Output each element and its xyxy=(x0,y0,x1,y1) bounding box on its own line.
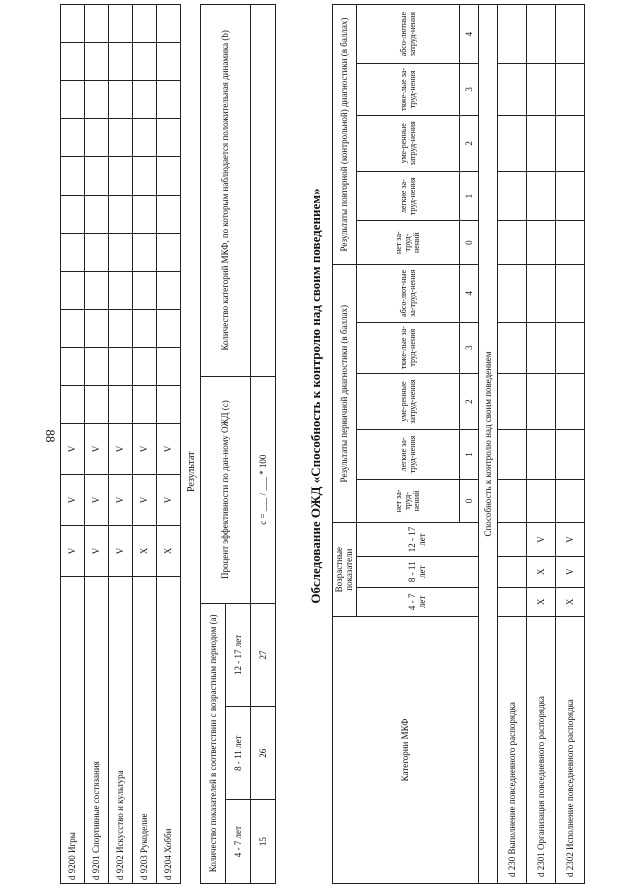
blank-cell xyxy=(526,115,555,172)
mark-cell: V xyxy=(61,424,85,475)
blank-cell xyxy=(497,322,526,373)
mark-cell: V xyxy=(157,475,181,526)
blank-cell xyxy=(157,81,181,119)
mark-cell: X xyxy=(526,556,555,587)
category-name: d 9201 Спортивные состязания xyxy=(85,577,109,884)
mark-cell: V xyxy=(85,526,109,577)
category-name: d 9204 Хобби xyxy=(157,577,181,884)
repeat-header: Результаты повторной (контрольной) диагностики (в баллах) xyxy=(333,5,357,265)
category-name: d 2302 Исполнение повседневного распорядка xyxy=(555,617,584,884)
blank-cell xyxy=(133,271,157,309)
blank-cell xyxy=(61,385,85,423)
blank-cell xyxy=(497,115,526,172)
result-table xyxy=(200,4,276,884)
level-header: уме-ренные затруд-нения xyxy=(356,115,459,172)
mark-cell: V xyxy=(61,475,85,526)
blank-cell xyxy=(555,115,584,172)
blank-cell xyxy=(157,5,181,43)
blank-cell xyxy=(61,81,85,119)
blank-cell xyxy=(109,195,133,233)
blank-cell xyxy=(251,5,276,377)
blank-cell xyxy=(109,81,133,119)
blank-cell xyxy=(85,347,109,385)
blank-cell xyxy=(85,43,109,81)
mark-cell: X xyxy=(157,526,181,577)
blank-cell xyxy=(157,195,181,233)
category-name: d 9203 Рукоделие xyxy=(133,577,157,884)
score-cell: 2 xyxy=(459,115,478,172)
mark-cell: V xyxy=(109,424,133,475)
count-header: Количество показателей в соответствии с возрастным периодом (a) xyxy=(201,603,226,883)
blank-cell xyxy=(555,265,584,322)
blank-cell xyxy=(109,385,133,423)
blank-cell xyxy=(497,373,526,430)
mark-cell: V xyxy=(85,424,109,475)
mark-cell: V xyxy=(109,475,133,526)
mark-cell: V xyxy=(133,424,157,475)
count-value: 26 xyxy=(251,707,276,800)
table-row xyxy=(109,5,133,884)
table-row xyxy=(201,5,226,884)
level-header: тяже-лые за-труд-нения xyxy=(356,64,459,115)
table-row xyxy=(333,5,357,884)
blank-cell xyxy=(133,347,157,385)
blank-cell xyxy=(133,157,157,195)
percent-header: Процент эффективности по дан-ному ОЖД (c) xyxy=(201,376,251,603)
blank-cell xyxy=(497,172,526,221)
mark-cell xyxy=(497,556,526,587)
blank-cell xyxy=(555,322,584,373)
mark-cell: V xyxy=(109,526,133,577)
blank-cell xyxy=(109,347,133,385)
blank-cell xyxy=(157,43,181,81)
blank-cell xyxy=(85,157,109,195)
table-row xyxy=(555,5,584,884)
blank-cell xyxy=(497,265,526,322)
mark-cell: V xyxy=(157,424,181,475)
blank-cell xyxy=(526,265,555,322)
category-name: d 9202 Искусство и культура xyxy=(109,577,133,884)
blank-cell xyxy=(85,81,109,119)
mark-cell: V xyxy=(61,526,85,577)
category-name: d 9200 Игры xyxy=(61,577,85,884)
score-cell: 1 xyxy=(459,172,478,221)
blank-cell xyxy=(61,309,85,347)
blank-cell xyxy=(133,43,157,81)
blank-cell xyxy=(497,430,526,479)
mark-cell: X xyxy=(555,587,584,616)
blank-cell xyxy=(157,309,181,347)
blank-cell xyxy=(555,221,584,265)
level-header: уме-ренные затруд-нения xyxy=(356,373,459,430)
blank-cell xyxy=(109,309,133,347)
blank-cell xyxy=(497,221,526,265)
blank-cell xyxy=(61,271,85,309)
table-row xyxy=(251,5,276,884)
blank-cell xyxy=(133,119,157,157)
score-cell: 0 xyxy=(459,221,478,265)
blank-cell xyxy=(85,233,109,271)
blank-cell xyxy=(157,233,181,271)
blank-cell xyxy=(526,5,555,64)
blank-cell xyxy=(109,119,133,157)
blank-cell xyxy=(85,271,109,309)
blank-cell xyxy=(133,309,157,347)
category-header: Категории МКФ xyxy=(333,617,479,884)
level-header: тяже-лые за-труд-нения xyxy=(356,322,459,373)
blank-cell xyxy=(109,233,133,271)
age-header: Возрастные показатели xyxy=(333,523,357,617)
survey-table xyxy=(332,4,585,884)
blank-cell xyxy=(85,195,109,233)
age-group-header: 8 - 11 лет xyxy=(226,707,251,800)
blank-cell xyxy=(85,309,109,347)
blank-cell xyxy=(133,233,157,271)
blank-cell xyxy=(133,5,157,43)
blank-cell xyxy=(555,373,584,430)
mark-cell: X xyxy=(133,526,157,577)
table-row xyxy=(157,5,181,884)
blank-cell xyxy=(61,5,85,43)
category-name: d 230 Выполнение повседневного распорядка xyxy=(497,617,526,884)
score-cell: 4 xyxy=(459,5,478,64)
blank-cell xyxy=(109,157,133,195)
table-row xyxy=(133,5,157,884)
score-cell: 0 xyxy=(459,479,478,523)
group-row: Способность к контролю над своим поведением xyxy=(478,5,497,884)
blank-cell xyxy=(61,43,85,81)
blank-cell xyxy=(61,233,85,271)
level-header: абсо-лютные затруд-нения xyxy=(356,5,459,64)
blank-cell xyxy=(497,64,526,115)
blank-cell xyxy=(133,195,157,233)
blank-cell xyxy=(157,157,181,195)
blank-cell xyxy=(61,157,85,195)
blank-cell xyxy=(157,119,181,157)
category-name: d 2301 Организация повседневного распорядка xyxy=(526,617,555,884)
count-value: 15 xyxy=(251,800,276,884)
score-cell: 1 xyxy=(459,430,478,479)
mark-cell: V xyxy=(555,523,584,556)
blank-cell xyxy=(555,430,584,479)
blank-cell xyxy=(109,43,133,81)
mark-cell xyxy=(497,523,526,556)
level-header: легкие за-труд-нения xyxy=(356,430,459,479)
blank-cell xyxy=(61,119,85,157)
score-cell: 3 xyxy=(459,322,478,373)
score-cell: 3 xyxy=(459,64,478,115)
blank-cell xyxy=(61,347,85,385)
result-title: Результат xyxy=(186,451,197,492)
age-group-header: 4 - 7 лет xyxy=(226,800,251,884)
blank-cell xyxy=(497,479,526,523)
mark-cell: X xyxy=(526,587,555,616)
score-cell: 2 xyxy=(459,373,478,430)
blank-cell xyxy=(555,172,584,221)
level-header: легкие за-труд-нения xyxy=(356,172,459,221)
blank-cell xyxy=(133,81,157,119)
mark-cell: V xyxy=(133,475,157,526)
level-header: абсо-лют-ные за-труд-нения xyxy=(356,265,459,322)
mark-cell: V xyxy=(85,475,109,526)
age-group-header: 4 - 7 лет xyxy=(356,587,478,616)
blank-cell xyxy=(526,221,555,265)
table-row xyxy=(497,5,526,884)
age-group-header: 12 - 17 лет xyxy=(226,603,251,707)
mark-cell: V xyxy=(526,523,555,556)
blank-cell xyxy=(555,64,584,115)
blank-cell xyxy=(133,385,157,423)
page-number: 88 xyxy=(43,429,58,443)
primary-header: Результаты первичной диагностики (в баллах) xyxy=(333,265,357,523)
blank-cell xyxy=(526,172,555,221)
blank-cell xyxy=(109,5,133,43)
blank-cell xyxy=(497,5,526,64)
activity-table xyxy=(60,4,181,884)
blank-cell xyxy=(526,430,555,479)
blank-cell xyxy=(526,64,555,115)
table-row xyxy=(61,5,85,884)
level-header: нет за-труд-нений xyxy=(356,479,459,523)
blank-cell xyxy=(526,373,555,430)
section-heading: Обследование ОЖД «Способность к контролю над своим поведением» xyxy=(308,188,323,604)
categories-header: Количество категорий МКФ, по которым наблюдается положительная динамика (b) xyxy=(201,5,251,377)
percent-formula: c = ___ / ___ * 100 xyxy=(251,376,276,603)
age-group-header: 12 - 17 лет xyxy=(356,523,478,556)
count-value: 27 xyxy=(251,603,276,707)
table-row xyxy=(85,5,109,884)
blank-cell xyxy=(555,5,584,64)
blank-cell xyxy=(61,195,85,233)
level-header: нет за-труд-нений xyxy=(356,221,459,265)
table-row xyxy=(478,5,497,884)
blank-cell xyxy=(109,271,133,309)
mark-cell: V xyxy=(555,556,584,587)
blank-cell xyxy=(526,322,555,373)
table-row xyxy=(526,5,555,884)
blank-cell xyxy=(157,385,181,423)
score-cell: 4 xyxy=(459,265,478,322)
blank-cell xyxy=(157,271,181,309)
blank-cell xyxy=(555,479,584,523)
blank-cell xyxy=(85,5,109,43)
blank-cell xyxy=(85,119,109,157)
age-group-header: 8 - 11 лет xyxy=(356,556,478,587)
blank-cell xyxy=(85,385,109,423)
blank-cell xyxy=(157,347,181,385)
mark-cell xyxy=(497,587,526,616)
blank-cell xyxy=(526,479,555,523)
